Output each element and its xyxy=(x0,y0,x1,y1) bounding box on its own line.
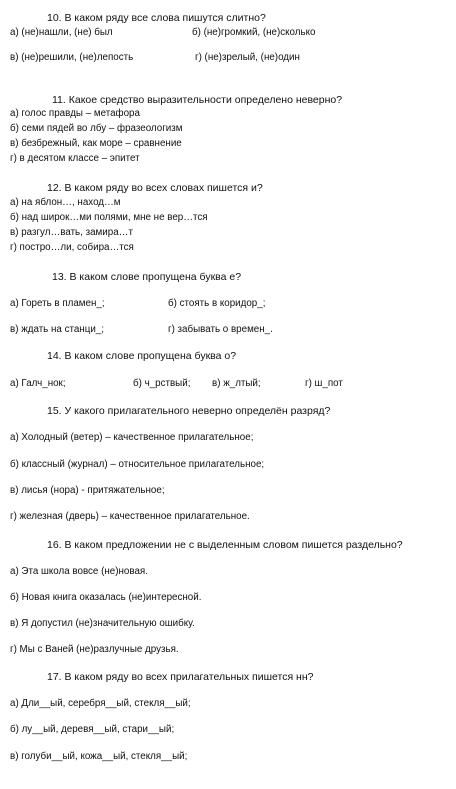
question-14-option-c: в) ж_лтый; xyxy=(212,378,261,389)
question-13-option-d: г) забывать о времен_. xyxy=(168,324,273,335)
question-16-option-a: а) Эта школа вовсе (не)новая. xyxy=(10,566,148,577)
question-16-option-c: в) Я допустил (не)значительную ошибку. xyxy=(10,618,195,629)
question-10-option-d: г) (не)зрелый, (не)один xyxy=(195,52,300,63)
question-15-title: 15. У какого прилагательного неверно определён разряд? xyxy=(47,405,331,417)
question-12-option-d: г) постро…ли, собира…тся xyxy=(10,242,134,253)
question-11-title: 11. Какое средство выразительности определено неверно? xyxy=(52,94,343,106)
question-16-option-b: б) Новая книга оказалась (не)интересной. xyxy=(10,592,202,603)
question-10-option-a: а) (не)нашли, (не) был xyxy=(10,27,113,38)
question-10-title: 10. В каком ряду все слова пишутся слитно? xyxy=(47,12,266,24)
question-17-option-b: б) лу__ый, деревя__ый, стари__ый; xyxy=(10,724,175,735)
question-14-option-a: а) Галч_нок; xyxy=(10,378,66,389)
question-12-option-c: в) разгул…вать, замира…т xyxy=(10,227,133,238)
question-14-option-d: г) ш_пот xyxy=(305,378,343,389)
question-16-option-d: г) Мы с Ваней (не)разлучные друзья. xyxy=(10,644,179,655)
question-13-title: 13. В каком слове пропущена буква е? xyxy=(52,271,242,283)
question-17-option-a: а) Дли__ый, серебря__ый, стекля__ый; xyxy=(10,698,191,709)
question-15-option-d: г) железная (дверь) – качественное прилагательное. xyxy=(10,511,250,522)
question-12-option-a: а) на яблон…, наход…м xyxy=(10,197,121,208)
question-11-option-c: в) безбрежный, как море – сравнение xyxy=(10,138,182,149)
question-11-option-d: г) в десятом классе – эпитет xyxy=(10,153,140,164)
question-13-option-b: б) стоять в коридор_; xyxy=(168,298,266,309)
question-17-title: 17. В каком ряду во всех прилагательных пишется нн? xyxy=(47,671,314,683)
question-10-option-b: б) (не)громкий, (не)сколько xyxy=(192,27,316,38)
question-11-option-b: б) семи пядей во лбу – фразеологизм xyxy=(10,123,183,134)
question-15-option-a: а) Холодный (ветер) – качественное прилагательное; xyxy=(10,432,254,443)
question-12-option-b: б) над широк…ми полями, мне не вер…тся xyxy=(10,212,208,223)
question-13-option-c: в) ждать на станци_; xyxy=(10,324,104,335)
question-17-option-c: в) голуби__ый, кожа__ый, стекля__ый; xyxy=(10,751,188,762)
question-12-title: 12. В каком ряду во всех словах пишется и? xyxy=(47,182,263,194)
question-13-option-a: а) Гореть в пламен_; xyxy=(10,298,105,309)
question-11-option-a: а) голос правды – метафора xyxy=(10,108,140,119)
question-16-title: 16. В каком предложении не с выделенным словом пишется раздельно? xyxy=(47,539,403,551)
question-15-option-c: в) лисья (нора) - притяжательное; xyxy=(10,485,165,496)
question-10-option-c: в) (не)решили, (не)лепость xyxy=(10,52,134,63)
question-14-title: 14. В каком слове пропущена буква о? xyxy=(47,350,237,362)
question-15-option-b: б) классный (журнал) – относительное прилагательное; xyxy=(10,459,265,470)
question-14-option-b: б) ч_рствый; xyxy=(133,378,191,389)
